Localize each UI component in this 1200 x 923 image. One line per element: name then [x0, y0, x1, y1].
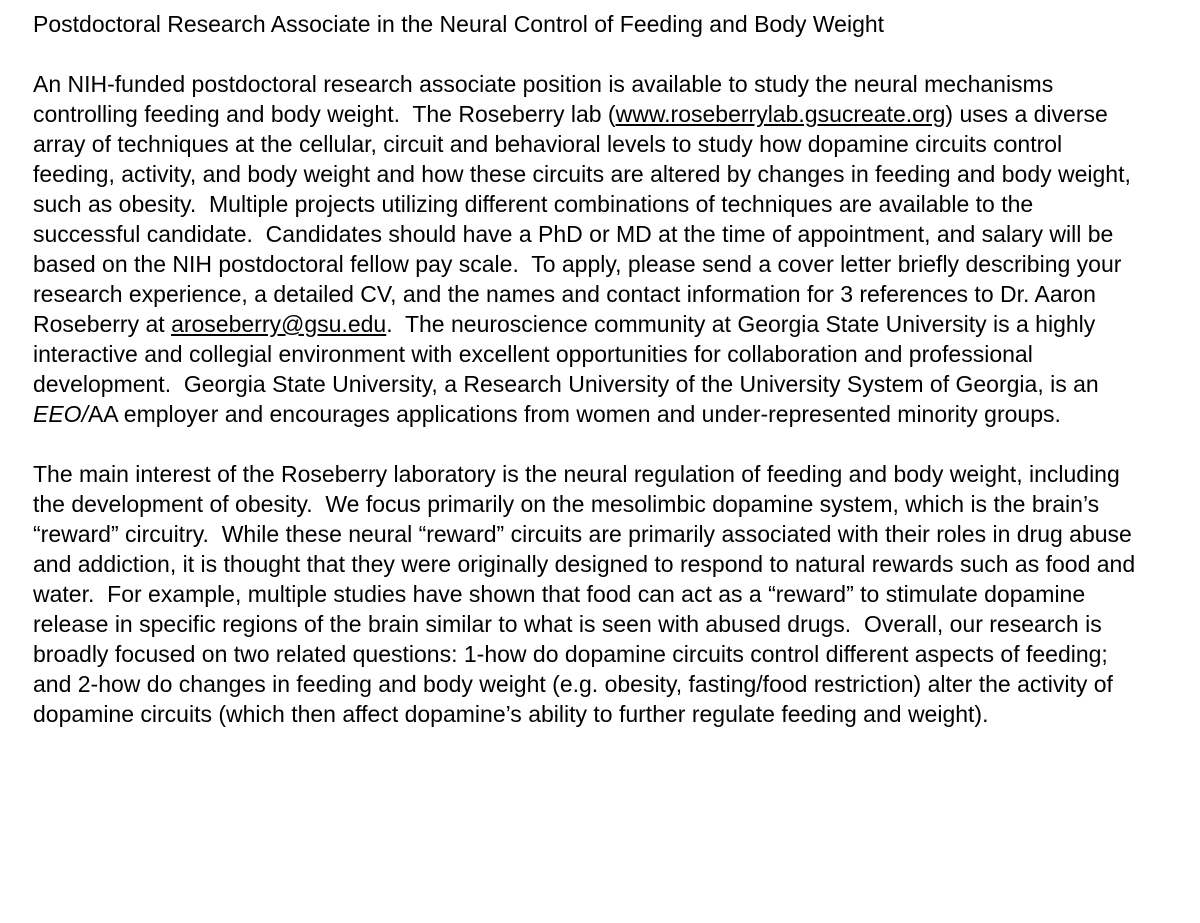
paragraph-text: An NIH-funded postdoctoral research associate position is available to study the neural mechanisms controlling feeding and body weight. The Roseberry lab ( — [33, 71, 1060, 127]
paragraph-text: ) uses a diverse array of techniques at the cellular, circuit and behavioral levels to study how dopamine circuits control feeding, activity, and body weight and how these circuits are altered by changes in feeding and body weight, such as obesity. Multiple projects utilizing different combinations of techniques are available to the successful candidate. Candidates should have a PhD or MD at the time of appointment, and salary will be based on the NIH postdoctoral fellow pay scale. To apply, please send a cover letter briefly describing your research experience, a detailed CV, and the names and contact information for 3 references to Dr. Aaron Roseberry at — [33, 101, 1138, 337]
paragraph-text: The main interest of the Roseberry laboratory is the neural regulation of feeding and body weight, including the development of obesity. We focus primarily on the mesolimbic dopamine system, which is the brain’s “reward” circuitry. While these neural “reward” circuits are primarily associated with their roles in drug abuse and addiction, it is thought that they were originally designed to respond to natural rewards such as food and water. For example, multiple studies have shown that food can act as a “reward” to stimulate dopamine release in specific regions of the brain similar to what is seen with abused drugs. Overall, our research is broadly focused on two related questions: 1-how do dopamine circuits control different aspects of feeding; and 2-how do changes in feeding and body weight (e.g. obesity, fasting/food restriction) alter the activity of dopamine circuits (which then affect dopamine’s ability to further regulate feeding and weight). — [33, 461, 1142, 727]
position-announcement-paragraph — [33, 69, 1144, 429]
eeo-italic-text: EEO/ — [33, 401, 88, 427]
email-link[interactable]: aroseberry@gsu.edu — [171, 311, 387, 337]
paragraph-text: . The neuroscience community at Georgia State University is a highly interactive and collegial environment with excellent opportunities for collaboration and professional development. Georgia State University, a Research University of the University System of Georgia, is an — [33, 311, 1106, 397]
research-overview-paragraph — [33, 459, 1144, 729]
lab-website-link[interactable]: www.roseberrylab.gsucreate.org — [615, 101, 946, 127]
page-title: Postdoctoral Research Associate in the Neural Control of Feeding and Body Weight — [33, 11, 885, 37]
paragraph-text: AA employer and encourages applications from women and under-represented minority groups. — [87, 401, 1061, 427]
